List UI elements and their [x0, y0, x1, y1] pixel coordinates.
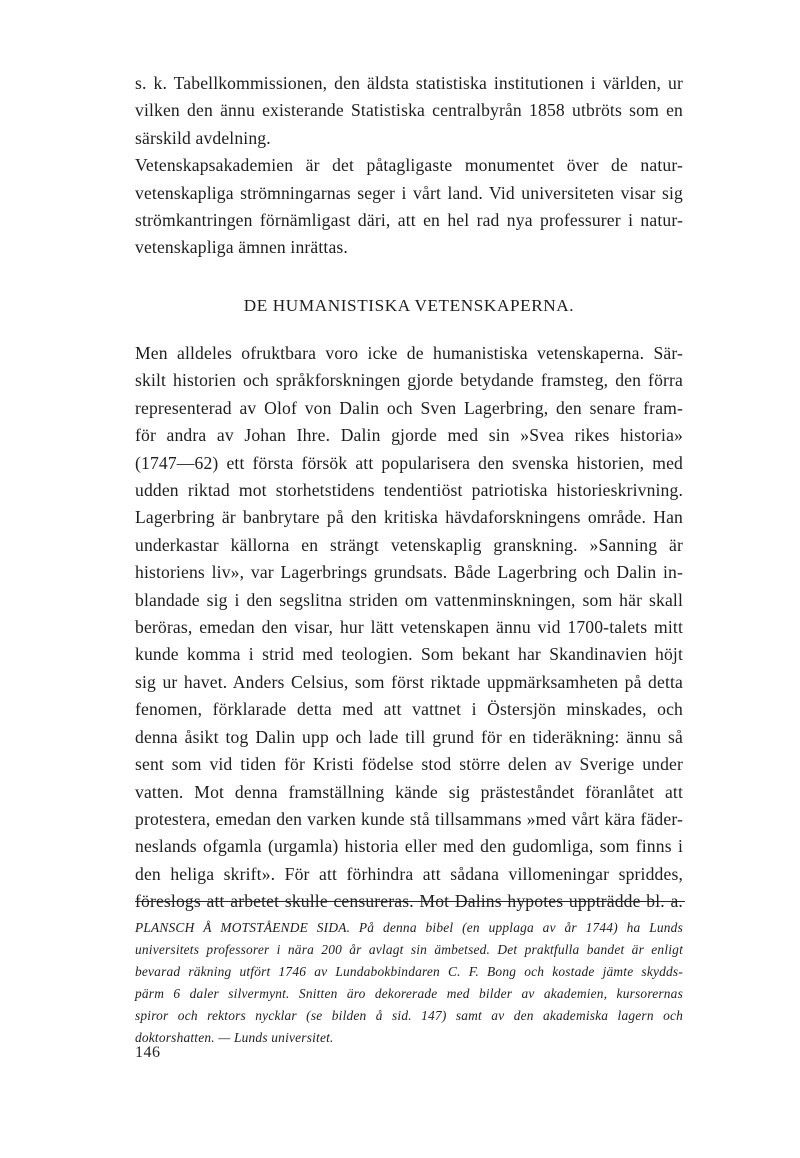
plate-caption [135, 917, 683, 1048]
text-line: särskild avdelning. [135, 127, 271, 148]
text-line: Men alldeles ofruktbara voro icke de humanistiska vetenskaperna. Sär- [135, 343, 683, 363]
caption-line: spiror och rektors nycklar (se bilden å sid. 147) samt av den akademiska lagern och [135, 1007, 683, 1023]
text-line: representerad av Olof von Dalin och Sven Lagerbring, den senare fram- [135, 397, 683, 418]
caption-line: bevarad räkning utfört 1746 av Lundabokbindaren C. F. Bong och kostade jämte skydds- [135, 963, 683, 979]
text-line: s. k. Tabellkommissionen, den äldsta statistiska institutionen i världen, ur [135, 73, 683, 93]
caption-line: universitets professorer i nära 200 år avlagt sin ämbetsed. Det praktfulla bandet är enligt [135, 941, 683, 957]
text-line: historiens liv», var Lagerbrings grundsats. Både Lagerbring och Dalin in- [135, 562, 683, 583]
text-line: protestera, emedan den varken kunde stå tillsammans »med vårt kära fäder- [135, 808, 683, 829]
text-line: vatten. Mot denna framställning kände sig prästeståndet föranlåtet att [135, 781, 683, 802]
main-paragraph [135, 340, 683, 916]
text-line: udden riktad mot storhetstidens tendentiöst patriotiska historieskrivning. [135, 480, 683, 501]
text-line: vilken den ännu existerande Statistiska centralbyrån 1858 utbröts som en [135, 100, 683, 121]
text-line: föreslogs att arbetet skulle censureras. Mot Dalins hypotes uppträdde bl. a. [135, 891, 683, 912]
text-line: (1747—62) ett första försök att popularisera den svenska historien, med [135, 452, 683, 473]
text-line: sig ur havet. Anders Celsius, som först riktade uppmärksamheten på detta [135, 671, 683, 692]
text-line: Vetenskapsakademien är det påtagligaste monumentet över de natur- [135, 155, 683, 176]
text-line: sent som vid tiden för Kristi födelse stod större delen av Sverige under [135, 754, 683, 775]
text-line: blandade sig i den segslitna striden om vattenminskningen, som här skall [135, 589, 683, 610]
text-line: underkastar källorna en strängt vetenskaplig granskning. »Sanning är [135, 534, 683, 555]
page-number: 146 [135, 1044, 161, 1061]
text-line: fenomen, förklarade detta med att vattnet i Östersjön minskades, och [135, 699, 683, 720]
text-line: den heliga skrift». För att förhindra att sådana villomeningar spriddes, [135, 863, 683, 884]
caption-line: doktorshatten. — Lunds universitet. [135, 1029, 334, 1045]
caption-line: pärm 6 daler silvermynt. Snitten äro dekorerade med bilder av akademien, kursorernas [135, 985, 683, 1001]
intro-paragraph [135, 70, 683, 262]
text-line: beröras, emedan den visar, hur lätt vetenskapen ännu vid 1700-talets mitt [135, 617, 683, 638]
book-page [135, 70, 683, 1061]
text-line: för andra av Johan Ihre. Dalin gjorde med sin »Svea rikes historia» [135, 425, 683, 446]
text-line: denna åsikt tog Dalin upp och lade till grund för en tideräkning: ännu så [135, 726, 683, 747]
text-line: skilt historien och språkforskningen gjorde betydande framsteg, den förra [135, 370, 683, 391]
text-line: strömkantringen förnämligast däri, att en hel rad nya professurer i natur- [135, 210, 683, 231]
caption-line: PLANSCH Å MOTSTÅENDE SIDA. På denna bibel (en upplaga av år 1744) ha Lunds [135, 920, 683, 935]
text-line: neslands ofgamla (urgamla) historia eller med den gudomliga, som finns i [135, 836, 683, 857]
text-line: vetenskapliga strömningarnas seger i vårt land. Vid universiteten visar sig [135, 182, 683, 203]
text-line: kunde komma i strid med teologien. Som bekant har Skandinavien höjt [135, 644, 683, 665]
caption-divider [135, 901, 685, 902]
text-line: vetenskapliga ämnen inrättas. [135, 237, 348, 258]
section-heading: DE HUMANISTISKA VETENSKAPERNA. [243, 296, 575, 315]
text-line: Lagerbring är banbrytare på den kritiska hävdaforskningens område. Han [135, 507, 683, 528]
